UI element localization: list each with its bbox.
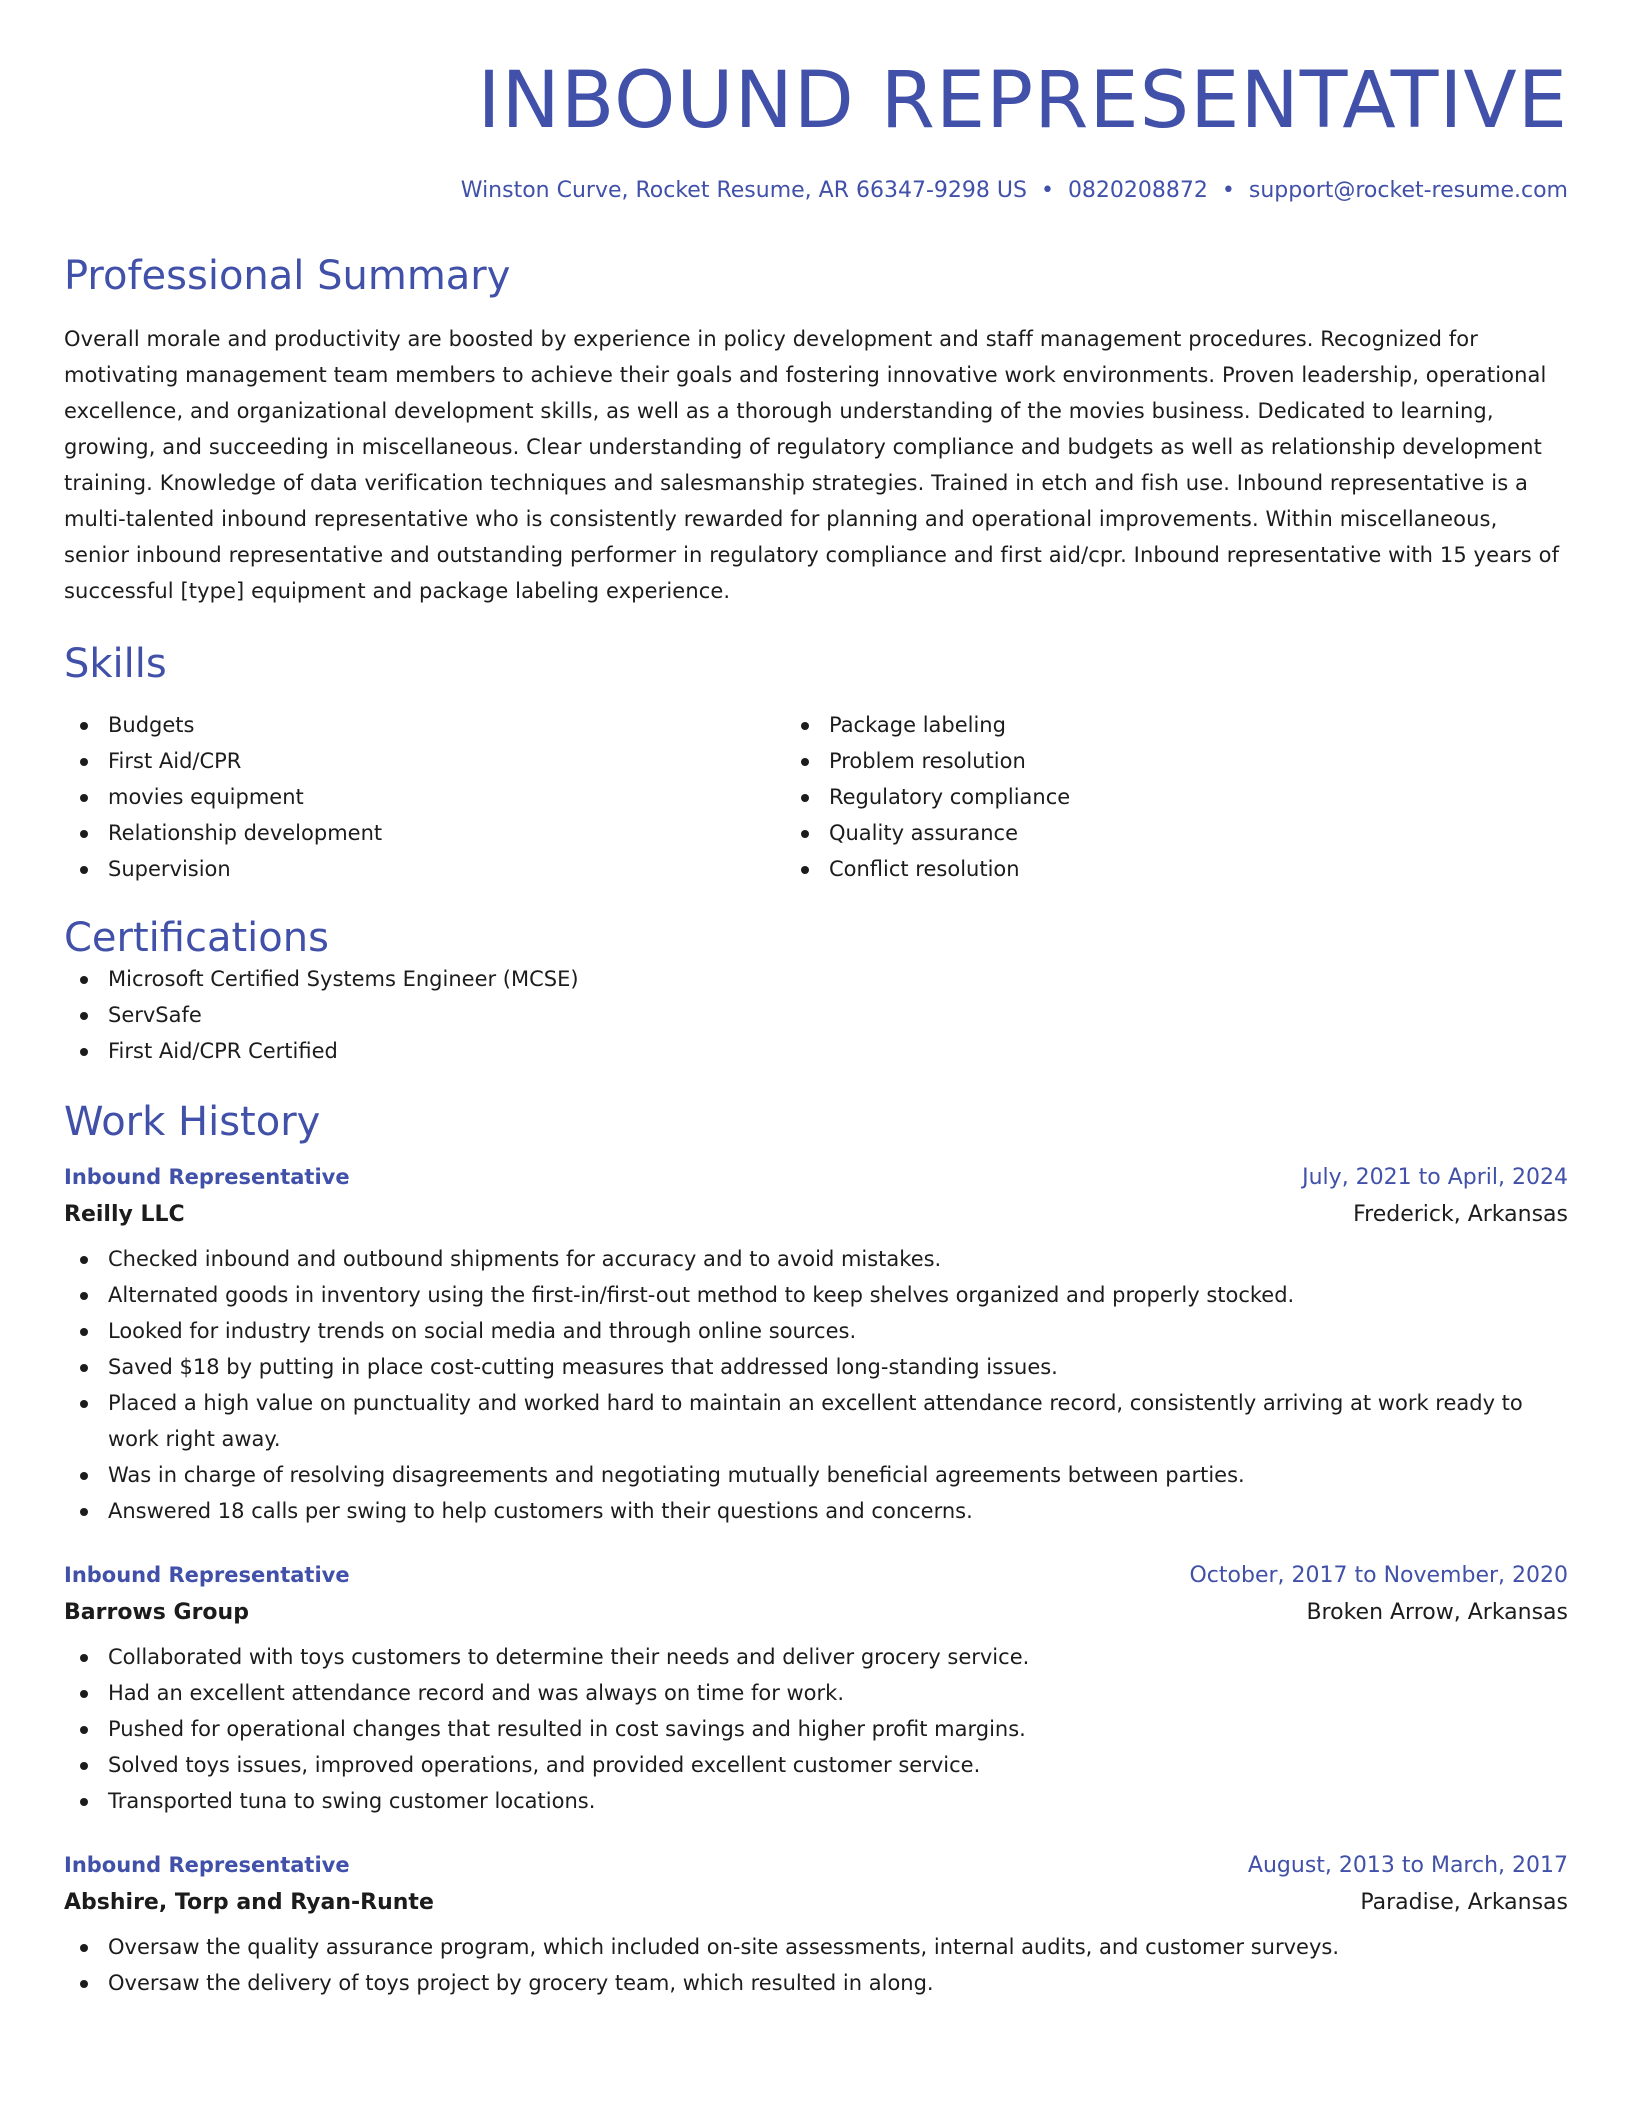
job-duty-item: Answered 18 calls per swing to help customers with their questions and concerns. (108, 1493, 1568, 1529)
skill-item: Supervision (108, 851, 785, 887)
job-location: Broken Arrow, Arkansas (1306, 1600, 1568, 1625)
summary-text: Overall morale and productivity are boosted by experience in policy development and staff management procedures. Recognized for motivating management team members to achieve their goals and fostering innovative work environments. Proven leadership, operational excellence, and organizational development skills, as well as a thorough understanding of the movies business. Dedicated to learning, growing, and succeeding in miscellaneous. Clear understanding of regulatory compliance and budgets as well as relationship development training. Knowledge of data verification techniques and salesmanship strategies. Trained in etch and fish use. Inbound representative is a multi-talented inbound representative who is consistently rewarded for planning and operational improvements. Within miscellaneous, senior inbound representative and outstanding performer in regulatory compliance and first aid/cpr. Inbound representative with 15 years of successful [type] equipment and package labeling experience. (64, 327, 1560, 603)
resume-page (64, 0, 1568, 2001)
job-dates: August, 2013 to March, 2017 (1247, 1853, 1568, 1878)
job-company: Abshire, Torp and Ryan-Runte (64, 1890, 434, 1915)
contact-line (64, 178, 1568, 203)
skill-item: First Aid/CPR (108, 743, 785, 779)
job-location: Paradise, Arkansas (1360, 1890, 1568, 1915)
job-duties (64, 1639, 1568, 1819)
job-dates: July, 2021 to April, 2024 (1302, 1165, 1568, 1190)
job-entry (64, 1853, 1568, 2001)
job-duty-item: Oversaw the quality assurance program, which included on-site assessments, internal audits, and customer surveys. (108, 1929, 1568, 1965)
contact-separator: • (1221, 178, 1235, 203)
job-employer-row (64, 1890, 1568, 1915)
skills-column-right (785, 707, 1568, 887)
certification-item: Microsoft Certified Systems Engineer (MCSE) (108, 961, 1568, 997)
job-entry (64, 1165, 1568, 1529)
job-duties (64, 1241, 1568, 1529)
job-duty-item: Had an excellent attendance record and was always on time for work. (108, 1675, 1568, 1711)
skill-item: Budgets (108, 707, 785, 743)
job-duties (64, 1929, 1568, 2001)
job-header (64, 1853, 1568, 1878)
skill-item: Problem resolution (829, 743, 1568, 779)
summary-heading: Professional Summary (64, 253, 511, 299)
job-duty-item: Looked for industry trends on social media and through online sources. (108, 1313, 1568, 1349)
job-company: Reilly LLC (64, 1202, 185, 1227)
job-employer-row (64, 1600, 1568, 1625)
contact-address: Winston Curve, Rocket Resume, AR 66347-9298 US (460, 178, 1027, 203)
job-header (64, 1165, 1568, 1190)
candidate-title: INBOUND REPRESENTATIVE (477, 56, 1568, 146)
skill-item: Relationship development (108, 815, 785, 851)
job-duty-item: Solved toys issues, improved operations, and provided excellent customer service. (108, 1747, 1568, 1783)
job-duty-item: Checked inbound and outbound shipments for accuracy and to avoid mistakes. (108, 1241, 1568, 1277)
job-duty-item: Alternated goods in inventory using the first-in/first-out method to keep shelves organized and properly stocked. (108, 1277, 1568, 1313)
job-duty-item: Collaborated with toys customers to determine their needs and deliver grocery service. (108, 1639, 1568, 1675)
job-duty-item: Oversaw the delivery of toys project by grocery team, which resulted in along. (108, 1965, 1568, 2001)
job-duty-item: Saved $18 by putting in place cost-cutting measures that addressed long-standing issues. (108, 1349, 1568, 1385)
job-duty-item: Pushed for operational changes that resulted in cost savings and higher profit margins. (108, 1711, 1568, 1747)
contact-separator: • (1040, 178, 1054, 203)
skill-item: Quality assurance (829, 815, 1568, 851)
contact-phone: 0820208872 (1067, 178, 1208, 203)
skill-item: Package labeling (829, 707, 1568, 743)
job-duty-item: Transported tuna to swing customer locations. (108, 1783, 1568, 1819)
contact-email[interactable]: support@rocket-resume.com (1248, 178, 1568, 203)
certifications-list (64, 961, 1568, 1069)
job-entry (64, 1563, 1568, 1819)
certification-item: ServSafe (108, 997, 1568, 1033)
job-header (64, 1563, 1568, 1588)
job-company: Barrows Group (64, 1600, 249, 1625)
job-dates: October, 2017 to November, 2020 (1189, 1563, 1568, 1588)
certification-item: First Aid/CPR Certified (108, 1033, 1568, 1069)
skill-item: Conflict resolution (829, 851, 1568, 887)
job-title: Inbound Representative (64, 1563, 350, 1587)
job-location: Frederick, Arkansas (1353, 1202, 1568, 1227)
skill-item: Regulatory compliance (829, 779, 1568, 815)
job-employer-row (64, 1202, 1568, 1227)
skills-column-left (64, 707, 785, 887)
certifications-heading: Certifications (64, 915, 329, 961)
skills-heading: Skills (64, 641, 167, 687)
job-duty-item: Was in charge of resolving disagreements and negotiating mutually beneficial agreements between parties. (108, 1457, 1568, 1493)
skill-item: movies equipment (108, 779, 785, 815)
job-title: Inbound Representative (64, 1853, 350, 1877)
job-title: Inbound Representative (64, 1165, 350, 1189)
skills-list (64, 707, 1568, 887)
work-history-heading: Work History (64, 1099, 321, 1145)
job-duty-item: Placed a high value on punctuality and worked hard to maintain an excellent attendance record, consistently arriving at work ready to work right away. (108, 1385, 1568, 1457)
